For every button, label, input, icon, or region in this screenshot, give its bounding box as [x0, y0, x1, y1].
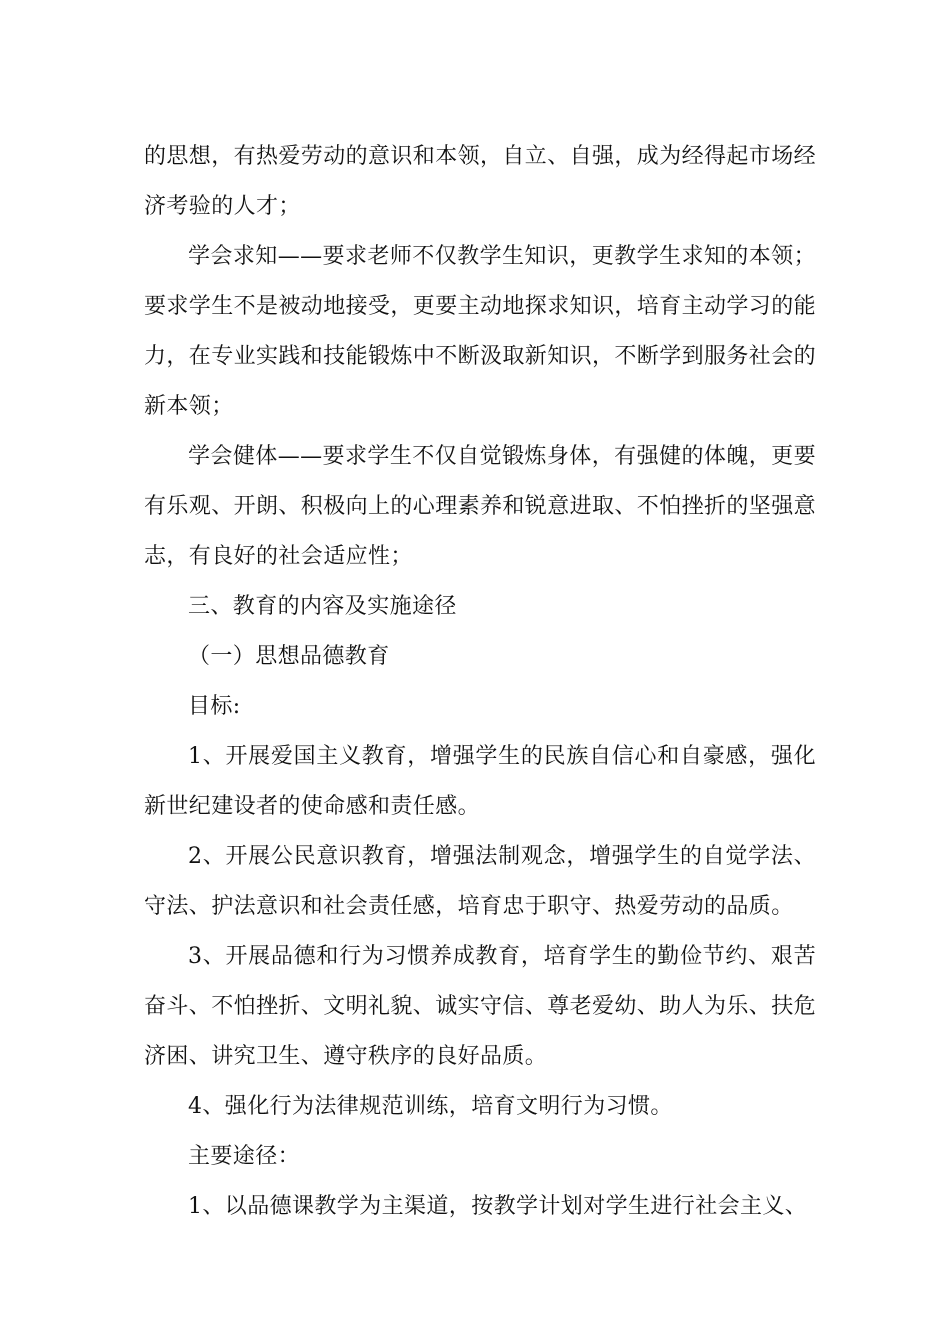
- paragraph-learn-knowledge: 学会求知——要求老师不仅教学生知识，更教学生求知的本领；要求学生不是被动地接受，更要主动地探求知识，培育主动学习的能力，在专业实践和技能锻炼中不断汲取新知识，不断学到服务社会的新本领；: [144, 244, 817, 419]
- goal-item-4: 4、强化行为法律规范训练，培育文明行为习惯。: [188, 1094, 673, 1119]
- paragraph-learn-fitness: 学会健体——要求学生不仅自觉锻炼身体，有强健的体魄，更要有乐观、开朗、积极向上的心理素养和锐意进取、不怕挫折的坚强意志，有良好的社会适应性；: [144, 444, 817, 569]
- subsection-heading-moral-education: （一）思想品德教育: [188, 644, 390, 669]
- document-body: [144, 132, 816, 1232]
- approach-item-1: 1、以品德课教学为主渠道，按教学计划对学生进行社会主义、: [188, 1194, 808, 1219]
- label-goals: 目标:: [188, 694, 241, 719]
- goal-item-2: 2、开展公民意识教育，增强法制观念，增强学生的自觉学法、守法、护法意识和社会责任感，培育忠于职守、热爱劳动的品质。: [144, 844, 816, 919]
- section-heading-content-and-approach: 三、教育的内容及实施途径: [188, 594, 457, 619]
- goal-item-3: 3、开展品德和行为习惯养成教育，培育学生的勤俭节约、艰苦奋斗、不怕挫折、文明礼貌、诚实守信、尊老爱幼、助人为乐、扶危济困、讲究卫生、遵守秩序的良好品质。: [144, 944, 817, 1069]
- goal-item-1: 1、开展爱国主义教育，增强学生的民族自信心和自豪感，强化新世纪建设者的使命感和责任感。: [144, 744, 816, 819]
- paragraph-continuation: 的思想，有热爱劳动的意识和本领，自立、自强，成为经得起市场经济考验的人才；: [144, 144, 817, 219]
- label-main-approaches: 主要途径：: [188, 1144, 301, 1169]
